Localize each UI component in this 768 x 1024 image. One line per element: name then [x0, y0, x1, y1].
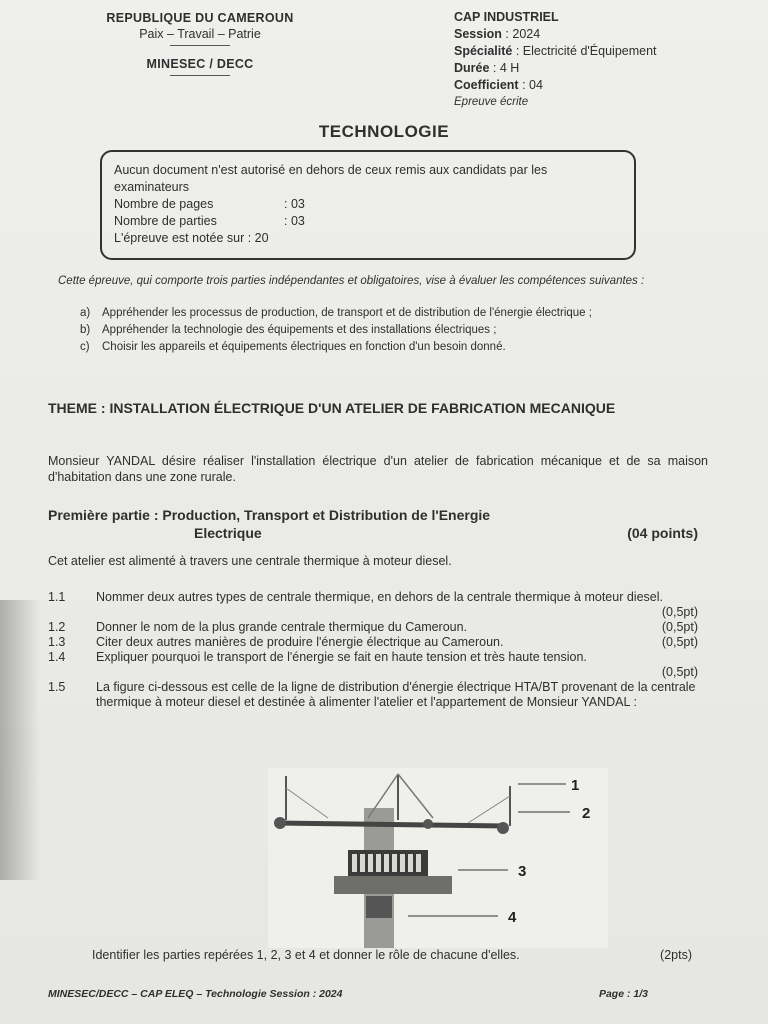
question-points: (0,5pt): [661, 620, 698, 634]
identify-instruction: [92, 948, 692, 962]
insulator: [423, 819, 433, 829]
question-text: Expliquer pourquoi le transport de l'énergie se fait en haute tension et très haute tension.: [96, 650, 587, 664]
question-text: La figure ci-dessous est celle de la ligne de distribution d'énergie électrique HTA/BT provenant de la centrale thermique à moteur diesel et destinée à alimenter l'atelier et l'appartement de Monsieur YANDAL :: [96, 680, 696, 709]
competences-list: [80, 306, 708, 357]
question-item: [48, 635, 698, 650]
list-marker: c): [80, 341, 90, 353]
question-text: Citer deux autres manières de produire l'énergie électrique au Cameroun.: [96, 635, 504, 649]
coefficient-value: : 04: [522, 78, 543, 92]
exam-mode: Epreuve écrite: [454, 96, 529, 108]
intro-text: Cette épreuve, qui comporte trois parties indépendantes et obligatoires, vise à évaluer les compétences suivantes :: [58, 275, 645, 287]
question-number: 1.1: [48, 590, 66, 604]
country-name: REPUBLIQUE DU CAMEROUN: [106, 11, 294, 25]
callout-2: 2: [582, 805, 591, 822]
ministry-name: MINESEC / DECC: [146, 57, 254, 71]
insulator: [497, 822, 509, 834]
page-footer: [48, 988, 648, 1000]
theme-heading: THEME : INSTALLATION ÉLECTRIQUE D'UN ATELIER DE FABRICATION MECANIQUE: [48, 400, 616, 416]
list-item: [80, 323, 708, 338]
grade-value: : 20: [247, 231, 269, 245]
header-divider: [170, 45, 230, 46]
footer-page-number: Page : 1/3: [598, 988, 648, 1000]
list-marker: a): [80, 307, 91, 319]
coefficient-line: [454, 77, 657, 94]
question-number: 1.5: [48, 680, 66, 694]
callout-3: 3: [518, 863, 527, 880]
question-points: (0,5pt): [661, 665, 698, 679]
question-item: [48, 680, 698, 710]
question-points: (0,5pt): [661, 605, 698, 619]
parts-label: Nombre de parties: [114, 214, 217, 228]
callout-1: 1: [571, 777, 580, 794]
specialty-line: [454, 43, 657, 60]
context-paragraph: Monsieur YANDAL désire réaliser l'installation électrique d'un atelier de fabrication mécanique et de sa maison d'habitation dans une zone rurale.: [48, 454, 708, 484]
instructions-text: Aucun document n'est autorisé en dehors de ceux remis aux candidats par les examinateurs: [114, 163, 548, 194]
session-label: Session: [454, 27, 502, 41]
list-text: Appréhender la technologie des équipements et des installations électriques ;: [102, 324, 497, 336]
identify-text: Identifier les parties repérées 1, 2, 3 et 4 et donner le rôle de chacune d'elles.: [92, 948, 520, 962]
question-number: 1.2: [48, 620, 66, 634]
part1-points: (04 points): [627, 525, 698, 541]
pages-value: : 03: [284, 197, 305, 211]
list-text: Choisir les appareils et équipements électriques en fonction d'un besoin donné.: [102, 341, 506, 353]
question-text: Donner le nom de la plus grande centrale thermique du Cameroun.: [96, 620, 468, 634]
part1-title-line2: [194, 524, 698, 542]
question-number: 1.3: [48, 635, 66, 649]
photo-shadow: [0, 600, 40, 880]
part1-title-line1: Première partie : Production, Transport et Distribution de l'Energie: [48, 507, 491, 523]
identify-points: (2pts): [660, 948, 692, 962]
national-motto: Paix – Travail – Patrie: [139, 27, 261, 41]
duration-value: : 4 H: [492, 61, 520, 75]
duration-line: [454, 60, 657, 77]
header-right: [454, 9, 657, 111]
header-left: [60, 10, 340, 76]
questions-list: [48, 590, 698, 710]
question-item: [48, 620, 698, 635]
footer-left: MINESEC/DECC – CAP ELEQ – Technologie Session : 2024: [48, 988, 343, 1000]
list-text: Appréhender les processus de production, de transport et de distribution de l'énergie électrique ;: [102, 307, 592, 319]
part1-title-word: Electrique: [194, 525, 262, 541]
ministry-divider: [170, 75, 230, 76]
coefficient-label: Coefficient: [454, 78, 519, 92]
list-item: [80, 306, 708, 321]
instructions-box: [100, 150, 636, 260]
pole-transformer-illustration: [268, 768, 608, 948]
parts-value: : 03: [284, 214, 305, 228]
pages-row: [114, 196, 622, 213]
specialty-label: Spécialité: [454, 44, 513, 58]
session-value: : 2024: [505, 27, 541, 41]
feed-sentence: Cet atelier est alimenté à travers une centrale thermique à moteur diesel.: [48, 554, 452, 568]
low-voltage-box: [366, 896, 392, 918]
list-marker: b): [80, 324, 91, 336]
page-title: TECHNOLOGIE: [318, 122, 450, 141]
list-item: [80, 340, 708, 355]
pages-label: Nombre de pages: [114, 197, 214, 211]
duration-label: Durée: [454, 61, 490, 75]
exam-name: CAP INDUSTRIEL: [454, 10, 559, 24]
session-line: [454, 26, 657, 43]
part1-heading: [48, 506, 698, 542]
grade-row: [114, 230, 622, 247]
question-item: [48, 590, 698, 620]
distribution-line-figure: [268, 768, 608, 948]
question-item: [48, 650, 698, 680]
question-number: 1.4: [48, 650, 66, 664]
callout-4: 4: [508, 909, 517, 926]
question-text: Nommer deux autres types de centrale thermique, en dehors de la centrale thermique à moteur diesel.: [96, 590, 663, 604]
specialty-value: : Electricité d'Équipement: [515, 44, 657, 58]
crossarm: [276, 823, 506, 826]
grade-label: L'épreuve est notée sur: [114, 231, 245, 245]
insulator: [274, 817, 286, 829]
parts-row: [114, 213, 622, 230]
transformer-platform: [334, 876, 452, 894]
question-points: (0,5pt): [661, 635, 698, 649]
